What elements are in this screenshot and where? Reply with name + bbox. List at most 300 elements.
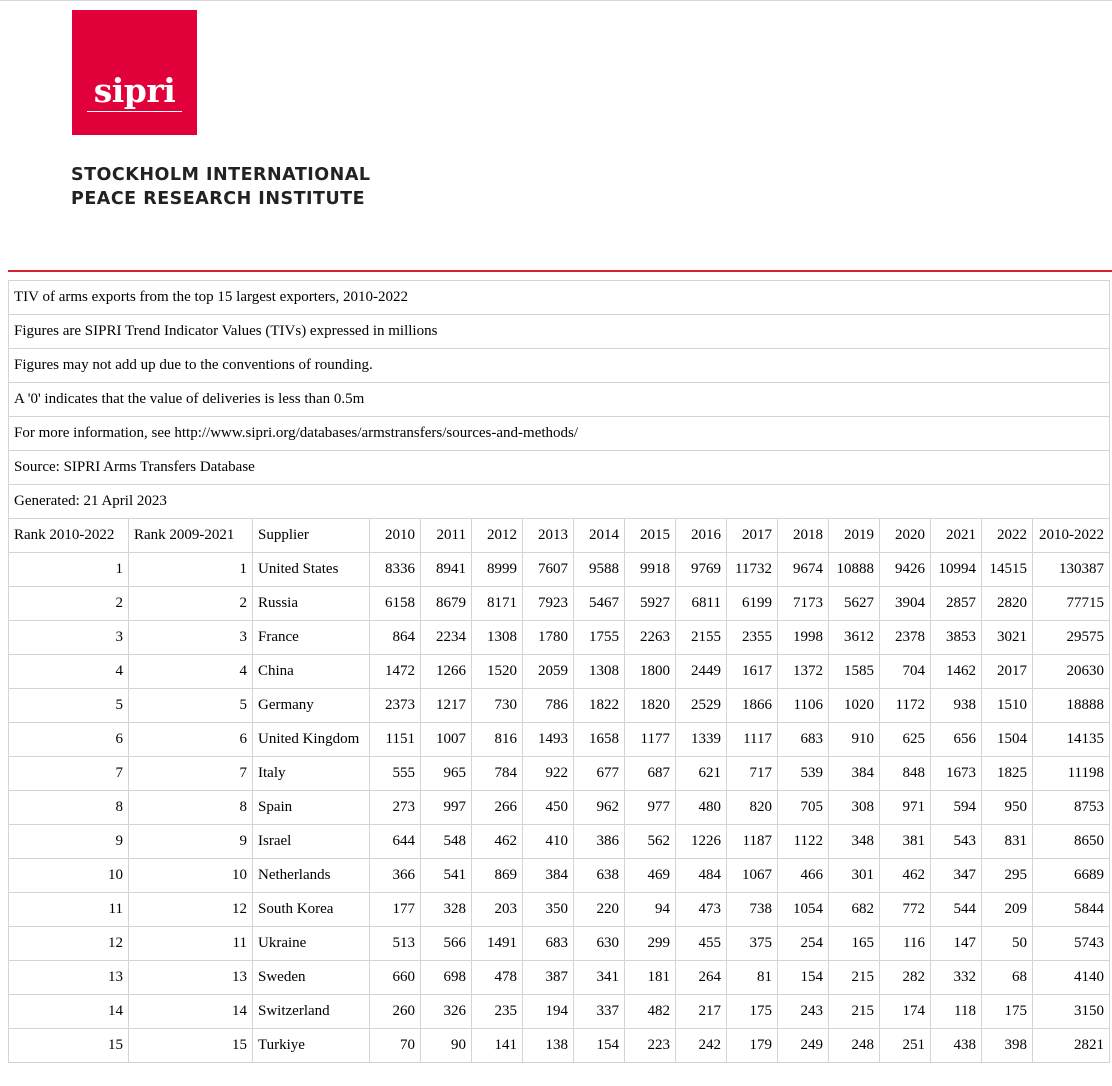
info-line: Figures may not add up due to the conventions of rounding. <box>9 349 1110 383</box>
column-header: 2018 <box>778 519 829 553</box>
rank-cell: 9 <box>129 825 253 859</box>
info-line: A '0' indicates that the value of deliveries is less than 0.5m <box>9 383 1110 417</box>
supplier-cell: Israel <box>253 825 370 859</box>
value-cell: 220 <box>574 893 625 927</box>
value-cell: 450 <box>523 791 574 825</box>
rank-cell: 1 <box>9 553 129 587</box>
header-row <box>9 519 1110 553</box>
value-cell: 8336 <box>370 553 421 587</box>
column-header: 2020 <box>880 519 931 553</box>
value-cell: 1825 <box>982 757 1033 791</box>
value-cell: 1308 <box>574 655 625 689</box>
value-cell: 513 <box>370 927 421 961</box>
value-cell: 8941 <box>421 553 472 587</box>
value-cell: 341 <box>574 961 625 995</box>
column-header: 2019 <box>829 519 880 553</box>
value-cell: 50 <box>982 927 1033 961</box>
rank-cell: 11 <box>129 927 253 961</box>
rank-cell: 9 <box>9 825 129 859</box>
value-cell: 1780 <box>523 621 574 655</box>
column-header: Rank 2009-2021 <box>129 519 253 553</box>
value-cell: 730 <box>472 689 523 723</box>
rank-cell: 7 <box>129 757 253 791</box>
value-cell: 2263 <box>625 621 676 655</box>
value-cell: 438 <box>931 1029 982 1063</box>
value-cell: 2378 <box>880 621 931 655</box>
table-row <box>9 791 1110 825</box>
column-header: Rank 2010-2022 <box>9 519 129 553</box>
rank-cell: 2 <box>9 587 129 621</box>
supplier-cell: Ukraine <box>253 927 370 961</box>
table-row <box>9 859 1110 893</box>
value-cell: 1020 <box>829 689 880 723</box>
value-cell: 2355 <box>727 621 778 655</box>
rank-cell: 15 <box>9 1029 129 1063</box>
value-cell: 9588 <box>574 553 625 587</box>
table-row <box>9 587 1110 621</box>
value-cell: 5743 <box>1033 927 1110 961</box>
value-cell: 337 <box>574 995 625 1029</box>
value-cell: 1067 <box>727 859 778 893</box>
value-cell: 118 <box>931 995 982 1029</box>
value-cell: 251 <box>880 1029 931 1063</box>
value-cell: 273 <box>370 791 421 825</box>
supplier-cell: Netherlands <box>253 859 370 893</box>
value-cell: 6689 <box>1033 859 1110 893</box>
organization-name-line2: PEACE RESEARCH INSTITUTE <box>71 189 366 209</box>
value-cell: 864 <box>370 621 421 655</box>
value-cell: 1308 <box>472 621 523 655</box>
value-cell: 1187 <box>727 825 778 859</box>
value-cell: 328 <box>421 893 472 927</box>
rank-cell: 12 <box>9 927 129 961</box>
value-cell: 1866 <box>727 689 778 723</box>
value-cell: 480 <box>676 791 727 825</box>
rank-cell: 3 <box>9 621 129 655</box>
value-cell: 5844 <box>1033 893 1110 927</box>
value-cell: 2857 <box>931 587 982 621</box>
value-cell: 11198 <box>1033 757 1110 791</box>
rank-cell: 13 <box>9 961 129 995</box>
value-cell: 223 <box>625 1029 676 1063</box>
value-cell: 1106 <box>778 689 829 723</box>
value-cell: 717 <box>727 757 778 791</box>
value-cell: 70 <box>370 1029 421 1063</box>
value-cell: 254 <box>778 927 829 961</box>
column-header: 2013 <box>523 519 574 553</box>
value-cell: 348 <box>829 825 880 859</box>
value-cell: 1617 <box>727 655 778 689</box>
table-row <box>9 961 1110 995</box>
value-cell: 4140 <box>1033 961 1110 995</box>
value-cell: 209 <box>982 893 1033 927</box>
value-cell: 3150 <box>1033 995 1110 1029</box>
value-cell: 555 <box>370 757 421 791</box>
value-cell: 965 <box>421 757 472 791</box>
value-cell: 174 <box>880 995 931 1029</box>
column-header: 2021 <box>931 519 982 553</box>
value-cell: 2821 <box>1033 1029 1110 1063</box>
value-cell: 366 <box>370 859 421 893</box>
value-cell: 831 <box>982 825 1033 859</box>
rank-cell: 10 <box>9 859 129 893</box>
value-cell: 384 <box>523 859 574 893</box>
value-cell: 938 <box>931 689 982 723</box>
value-cell: 683 <box>523 927 574 961</box>
value-cell: 621 <box>676 757 727 791</box>
value-cell: 922 <box>523 757 574 791</box>
value-cell: 1520 <box>472 655 523 689</box>
value-cell: 398 <box>982 1029 1033 1063</box>
value-cell: 387 <box>523 961 574 995</box>
rank-cell: 14 <box>129 995 253 1029</box>
value-cell: 194 <box>523 995 574 1029</box>
value-cell: 482 <box>625 995 676 1029</box>
value-cell: 1177 <box>625 723 676 757</box>
supplier-cell: Switzerland <box>253 995 370 1029</box>
value-cell: 248 <box>829 1029 880 1063</box>
value-cell: 215 <box>829 995 880 1029</box>
value-cell: 1820 <box>625 689 676 723</box>
value-cell: 548 <box>421 825 472 859</box>
value-cell: 687 <box>625 757 676 791</box>
value-cell: 2017 <box>982 655 1033 689</box>
value-cell: 962 <box>574 791 625 825</box>
rank-cell: 4 <box>9 655 129 689</box>
value-cell: 5627 <box>829 587 880 621</box>
value-cell: 466 <box>778 859 829 893</box>
value-cell: 2820 <box>982 587 1033 621</box>
value-cell: 2529 <box>676 689 727 723</box>
value-cell: 177 <box>370 893 421 927</box>
rank-cell: 10 <box>129 859 253 893</box>
value-cell: 3904 <box>880 587 931 621</box>
value-cell: 242 <box>676 1029 727 1063</box>
value-cell: 308 <box>829 791 880 825</box>
info-row <box>9 281 1110 315</box>
value-cell: 869 <box>472 859 523 893</box>
arms-exports-table <box>8 280 1110 1063</box>
value-cell: 179 <box>727 1029 778 1063</box>
rank-cell: 5 <box>129 689 253 723</box>
value-cell: 141 <box>472 1029 523 1063</box>
value-cell: 386 <box>574 825 625 859</box>
column-header: 2010-2022 <box>1033 519 1110 553</box>
value-cell: 116 <box>880 927 931 961</box>
value-cell: 18888 <box>1033 689 1110 723</box>
value-cell: 683 <box>778 723 829 757</box>
value-cell: 10994 <box>931 553 982 587</box>
table-row <box>9 655 1110 689</box>
value-cell: 147 <box>931 927 982 961</box>
rank-cell: 3 <box>129 621 253 655</box>
value-cell: 217 <box>676 995 727 1029</box>
column-header: 2012 <box>472 519 523 553</box>
value-cell: 381 <box>880 825 931 859</box>
value-cell: 977 <box>625 791 676 825</box>
value-cell: 1226 <box>676 825 727 859</box>
value-cell: 77715 <box>1033 587 1110 621</box>
value-cell: 8753 <box>1033 791 1110 825</box>
column-header: Supplier <box>253 519 370 553</box>
rank-cell: 2 <box>129 587 253 621</box>
value-cell: 5927 <box>625 587 676 621</box>
column-header: 2016 <box>676 519 727 553</box>
value-cell: 9769 <box>676 553 727 587</box>
value-cell: 462 <box>472 825 523 859</box>
value-cell: 3021 <box>982 621 1033 655</box>
value-cell: 544 <box>931 893 982 927</box>
value-cell: 1266 <box>421 655 472 689</box>
value-cell: 6158 <box>370 587 421 621</box>
info-row <box>9 451 1110 485</box>
value-cell: 625 <box>880 723 931 757</box>
supplier-cell: Turkiye <box>253 1029 370 1063</box>
value-cell: 10888 <box>829 553 880 587</box>
value-cell: 816 <box>472 723 523 757</box>
value-cell: 820 <box>727 791 778 825</box>
value-cell: 235 <box>472 995 523 1029</box>
value-cell: 2373 <box>370 689 421 723</box>
column-header: 2010 <box>370 519 421 553</box>
value-cell: 704 <box>880 655 931 689</box>
value-cell: 90 <box>421 1029 472 1063</box>
value-cell: 11732 <box>727 553 778 587</box>
value-cell: 594 <box>931 791 982 825</box>
value-cell: 7923 <box>523 587 574 621</box>
value-cell: 566 <box>421 927 472 961</box>
value-cell: 1472 <box>370 655 421 689</box>
value-cell: 130387 <box>1033 553 1110 587</box>
value-cell: 656 <box>931 723 982 757</box>
supplier-cell: United Kingdom <box>253 723 370 757</box>
value-cell: 910 <box>829 723 880 757</box>
value-cell: 332 <box>931 961 982 995</box>
value-cell: 1510 <box>982 689 1033 723</box>
value-cell: 165 <box>829 927 880 961</box>
table-row <box>9 689 1110 723</box>
value-cell: 677 <box>574 757 625 791</box>
table-row <box>9 757 1110 791</box>
value-cell: 478 <box>472 961 523 995</box>
value-cell: 3853 <box>931 621 982 655</box>
value-cell: 705 <box>778 791 829 825</box>
value-cell: 14135 <box>1033 723 1110 757</box>
rank-cell: 5 <box>9 689 129 723</box>
header-divider <box>8 270 1112 272</box>
supplier-cell: Italy <box>253 757 370 791</box>
value-cell: 20630 <box>1033 655 1110 689</box>
value-cell: 971 <box>880 791 931 825</box>
supplier-cell: South Korea <box>253 893 370 927</box>
organization-name <box>71 163 371 211</box>
value-cell: 375 <box>727 927 778 961</box>
value-cell: 630 <box>574 927 625 961</box>
value-cell: 1372 <box>778 655 829 689</box>
value-cell: 7607 <box>523 553 574 587</box>
table-row <box>9 553 1110 587</box>
value-cell: 301 <box>829 859 880 893</box>
value-cell: 784 <box>472 757 523 791</box>
value-cell: 7173 <box>778 587 829 621</box>
value-cell: 14515 <box>982 553 1033 587</box>
column-header: 2017 <box>727 519 778 553</box>
value-cell: 1117 <box>727 723 778 757</box>
value-cell: 786 <box>523 689 574 723</box>
supplier-cell: Russia <box>253 587 370 621</box>
supplier-cell: China <box>253 655 370 689</box>
value-cell: 1658 <box>574 723 625 757</box>
rank-cell: 1 <box>129 553 253 587</box>
value-cell: 8999 <box>472 553 523 587</box>
value-cell: 638 <box>574 859 625 893</box>
supplier-cell: Spain <box>253 791 370 825</box>
value-cell: 6199 <box>727 587 778 621</box>
supplier-cell: Germany <box>253 689 370 723</box>
table-row <box>9 825 1110 859</box>
column-header: 2014 <box>574 519 625 553</box>
value-cell: 2155 <box>676 621 727 655</box>
rank-cell: 4 <box>129 655 253 689</box>
value-cell: 154 <box>778 961 829 995</box>
value-cell: 682 <box>829 893 880 927</box>
value-cell: 347 <box>931 859 982 893</box>
table-row <box>9 621 1110 655</box>
rank-cell: 6 <box>9 723 129 757</box>
rank-cell: 8 <box>9 791 129 825</box>
value-cell: 9674 <box>778 553 829 587</box>
value-cell: 997 <box>421 791 472 825</box>
value-cell: 950 <box>982 791 1033 825</box>
value-cell: 1491 <box>472 927 523 961</box>
value-cell: 1007 <box>421 723 472 757</box>
value-cell: 81 <box>727 961 778 995</box>
value-cell: 2059 <box>523 655 574 689</box>
table-row <box>9 723 1110 757</box>
table-row <box>9 893 1110 927</box>
table-body <box>9 281 1110 1063</box>
value-cell: 266 <box>472 791 523 825</box>
table-row <box>9 927 1110 961</box>
value-cell: 455 <box>676 927 727 961</box>
logo-underline <box>87 111 182 112</box>
sipri-logo <box>72 10 197 135</box>
value-cell: 175 <box>727 995 778 1029</box>
supplier-cell: United States <box>253 553 370 587</box>
rank-cell: 13 <box>129 961 253 995</box>
value-cell: 543 <box>931 825 982 859</box>
rank-cell: 7 <box>9 757 129 791</box>
value-cell: 154 <box>574 1029 625 1063</box>
rank-cell: 11 <box>9 893 129 927</box>
value-cell: 848 <box>880 757 931 791</box>
info-row <box>9 315 1110 349</box>
value-cell: 1462 <box>931 655 982 689</box>
supplier-cell: Sweden <box>253 961 370 995</box>
value-cell: 249 <box>778 1029 829 1063</box>
value-cell: 282 <box>880 961 931 995</box>
value-cell: 644 <box>370 825 421 859</box>
value-cell: 539 <box>778 757 829 791</box>
value-cell: 1151 <box>370 723 421 757</box>
value-cell: 2234 <box>421 621 472 655</box>
value-cell: 2449 <box>676 655 727 689</box>
organization-name-line1: STOCKHOLM INTERNATIONAL <box>71 165 371 185</box>
value-cell: 264 <box>676 961 727 995</box>
value-cell: 68 <box>982 961 1033 995</box>
logo-wordmark: sipri <box>93 71 176 110</box>
table-row <box>9 1029 1110 1063</box>
value-cell: 3612 <box>829 621 880 655</box>
value-cell: 1755 <box>574 621 625 655</box>
column-header: 2011 <box>421 519 472 553</box>
value-cell: 1122 <box>778 825 829 859</box>
value-cell: 8171 <box>472 587 523 621</box>
value-cell: 1800 <box>625 655 676 689</box>
value-cell: 660 <box>370 961 421 995</box>
value-cell: 562 <box>625 825 676 859</box>
value-cell: 410 <box>523 825 574 859</box>
value-cell: 1493 <box>523 723 574 757</box>
info-line: Source: SIPRI Arms Transfers Database <box>9 451 1110 485</box>
value-cell: 203 <box>472 893 523 927</box>
value-cell: 1822 <box>574 689 625 723</box>
top-divider <box>0 0 1112 1</box>
value-cell: 8679 <box>421 587 472 621</box>
value-cell: 94 <box>625 893 676 927</box>
value-cell: 1998 <box>778 621 829 655</box>
info-line: Figures are SIPRI Trend Indicator Values (TIVs) expressed in millions <box>9 315 1110 349</box>
info-line: TIV of arms exports from the top 15 largest exporters, 2010-2022 <box>9 281 1110 315</box>
value-cell: 484 <box>676 859 727 893</box>
value-cell: 350 <box>523 893 574 927</box>
value-cell: 260 <box>370 995 421 1029</box>
value-cell: 698 <box>421 961 472 995</box>
value-cell: 1054 <box>778 893 829 927</box>
value-cell: 243 <box>778 995 829 1029</box>
rank-cell: 8 <box>129 791 253 825</box>
rank-cell: 15 <box>129 1029 253 1063</box>
info-line: For more information, see http://www.sipri.org/databases/armstransfers/sources-and-methods/ <box>9 417 1110 451</box>
value-cell: 1339 <box>676 723 727 757</box>
value-cell: 738 <box>727 893 778 927</box>
info-row <box>9 349 1110 383</box>
info-row <box>9 417 1110 451</box>
value-cell: 1504 <box>982 723 1033 757</box>
table-row <box>9 995 1110 1029</box>
value-cell: 138 <box>523 1029 574 1063</box>
value-cell: 29575 <box>1033 621 1110 655</box>
value-cell: 462 <box>880 859 931 893</box>
value-cell: 326 <box>421 995 472 1029</box>
value-cell: 1172 <box>880 689 931 723</box>
value-cell: 215 <box>829 961 880 995</box>
value-cell: 9918 <box>625 553 676 587</box>
rank-cell: 6 <box>129 723 253 757</box>
rank-cell: 12 <box>129 893 253 927</box>
value-cell: 772 <box>880 893 931 927</box>
column-header: 2022 <box>982 519 1033 553</box>
value-cell: 473 <box>676 893 727 927</box>
value-cell: 5467 <box>574 587 625 621</box>
value-cell: 299 <box>625 927 676 961</box>
value-cell: 384 <box>829 757 880 791</box>
value-cell: 8650 <box>1033 825 1110 859</box>
info-line: Generated: 21 April 2023 <box>9 485 1110 519</box>
value-cell: 175 <box>982 995 1033 1029</box>
value-cell: 1673 <box>931 757 982 791</box>
value-cell: 541 <box>421 859 472 893</box>
